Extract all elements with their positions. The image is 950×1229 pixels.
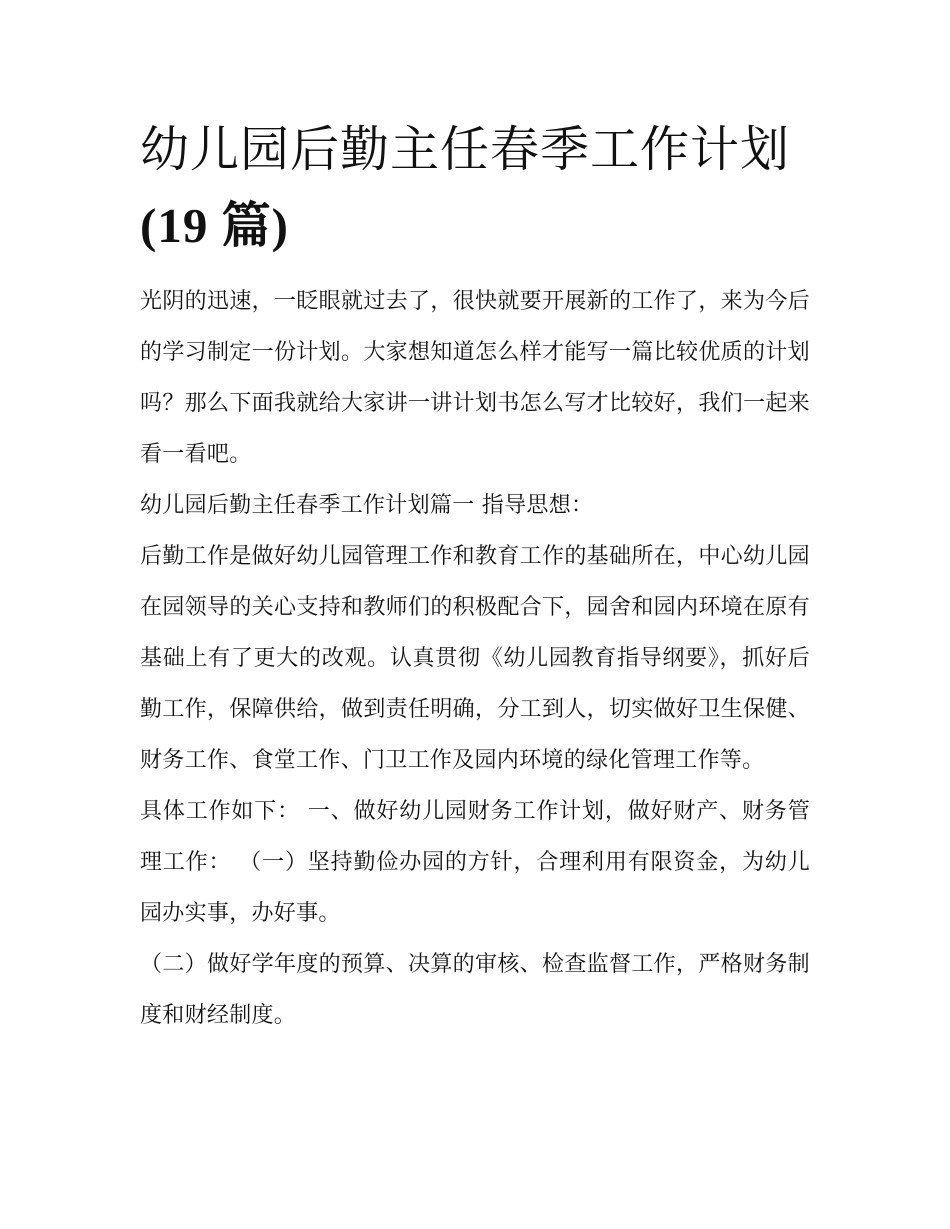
document-body: [140, 276, 810, 1041]
title-line-1: 幼儿园后勤主任春季工作计划: [140, 121, 791, 178]
intro-paragraph: 光阴的迅速，一眨眼就过去了，很快就要开展新的工作了，来为今后的学习制定一份计划。大家想知道怎么样才能写一篇比较优质的计划吗？那么下面我就给大家讲一讲计划书怎么写才比较好，我们一起来看一看吧。: [140, 289, 810, 467]
title-line-2: (19 篇): [140, 198, 289, 253]
body-paragraph: 后勤工作是做好幼儿园管理工作和教育工作的基础所在，中心幼儿园在园领导的关心支持和教师们的积极配合下，园舍和园内环境在原有基础上有了更大的改观。认真贯彻《幼儿园教育指导纲要》，抓好后勤工作，保障供给，做到责任明确，分工到人，切实做好卫生保健、财务工作、食堂工作、门卫工作及园内环境的绿化管理工作等。: [140, 544, 810, 773]
section-heading: 幼儿园后勤主任春季工作计划篇一 指导思想：: [140, 493, 594, 518]
document-title: [140, 112, 830, 264]
body-paragraph: （二）做好学年度的预算、决算的审核、检查监督工作，严格财务制度和财经制度。: [140, 952, 810, 1028]
body-paragraph: 具体工作如下： 一、做好幼儿园财务工作计划，做好财产、财务管理工作： （一）坚持勤俭办园的方针，合理利用有限资金，为幼儿园办实事，办好事。: [140, 799, 810, 926]
